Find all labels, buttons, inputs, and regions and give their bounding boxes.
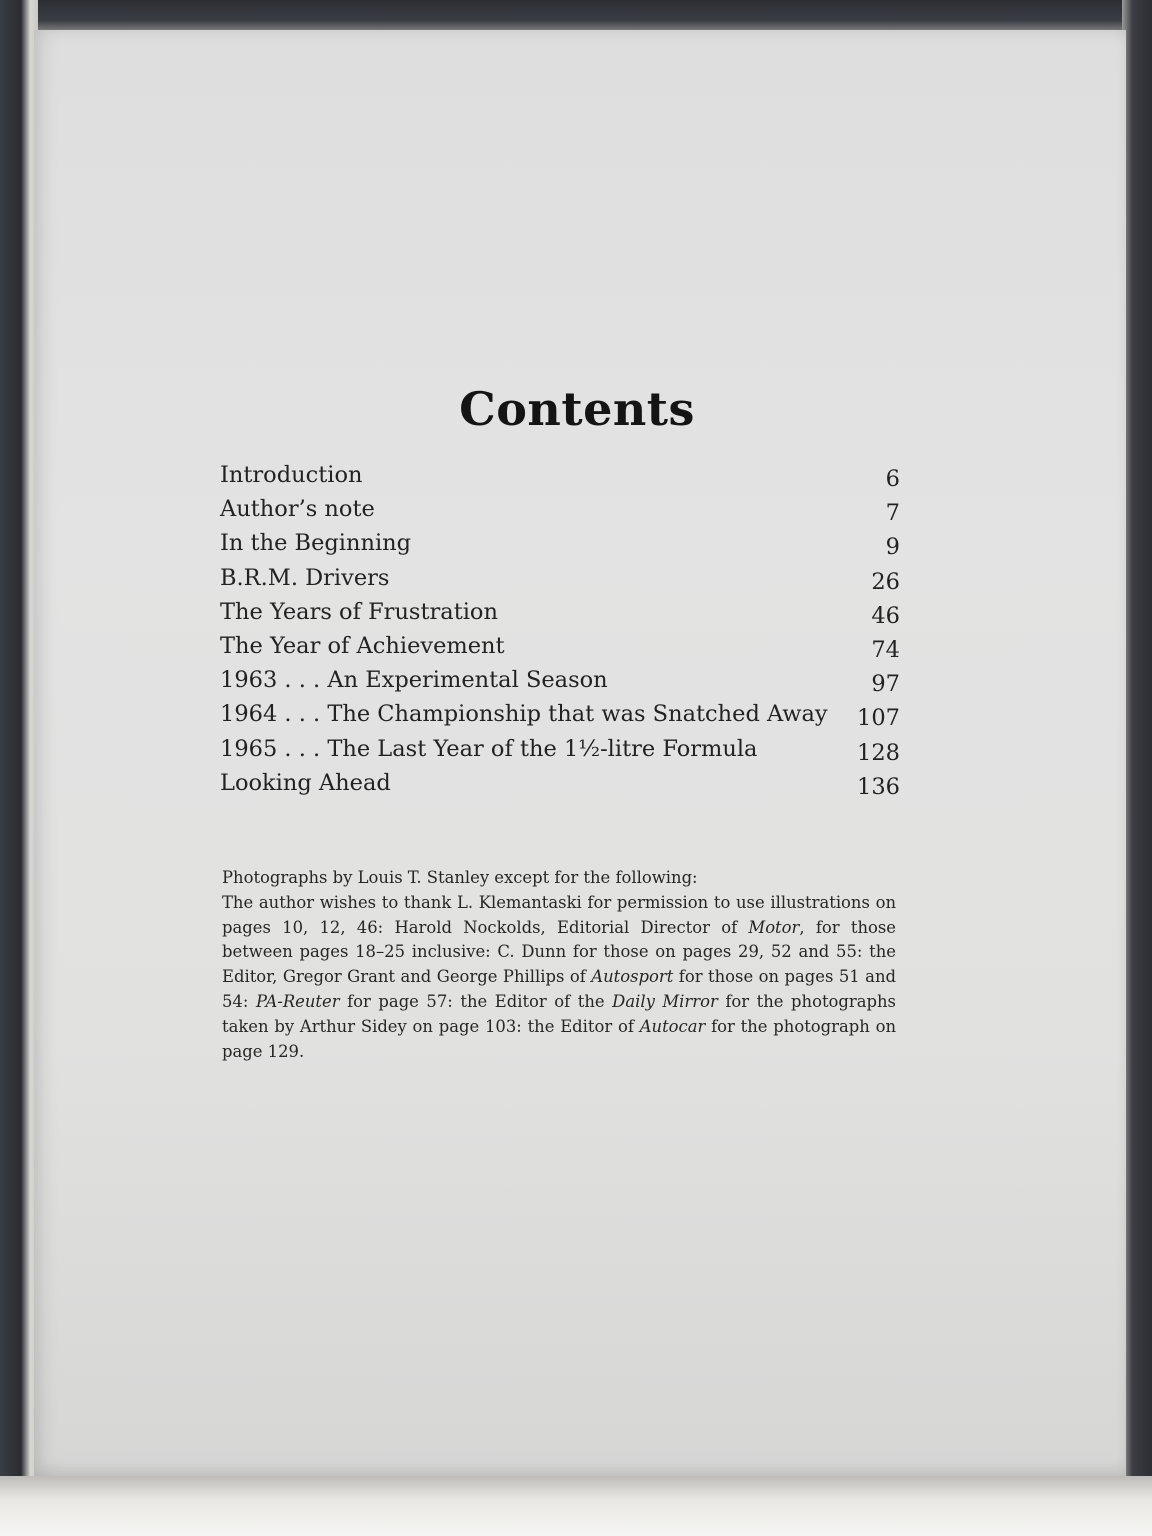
toc-entry-page-number: 128 xyxy=(857,739,900,766)
credits-text-6: for the photograph on page 129. xyxy=(222,1016,897,1061)
book-cover-right-edge xyxy=(1122,0,1152,1536)
credits-autocar: Autocar xyxy=(639,1016,706,1036)
toc-entry-title: The Years of Frustration xyxy=(220,598,498,625)
credits-text-1: The author wishes to thank L. Klemantaski for permission to use illustrations on pages 10, 12, 46: Harold Nockolds, Editorial Director of xyxy=(222,892,896,937)
toc-entry xyxy=(220,629,900,663)
toc-entry-page-number: 107 xyxy=(857,705,900,732)
toc-entry-title: 1964 . . . The Championship that was Snatched Away xyxy=(220,701,828,728)
toc-entry-page-number: 97 xyxy=(871,671,900,698)
credits-body xyxy=(222,891,896,1065)
book-cover-top-edge xyxy=(0,0,1152,34)
toc-entry-title: Introduction xyxy=(220,462,363,488)
toc-entry xyxy=(220,492,900,526)
toc-entry xyxy=(220,595,900,629)
book-bottom-edge xyxy=(0,1476,1152,1536)
toc-entry xyxy=(220,458,900,492)
credits-intro-line: Photographs by Louis T. Stanley except for the following: xyxy=(222,868,698,887)
toc-entry-page-number: 74 xyxy=(871,636,900,663)
credits-daily-mirror: Daily Mirror xyxy=(612,991,718,1011)
toc-entry-page-number: 6 xyxy=(885,466,900,492)
toc-entry-title: B.R.M. Drivers xyxy=(220,564,390,591)
toc-entry-title: Looking Ahead xyxy=(220,769,391,796)
credits-text-5: for the photographs taken by Arthur Sidey on page 103: the Editor of xyxy=(222,991,896,1036)
toc-entry xyxy=(220,697,900,731)
toc-entry xyxy=(220,561,900,595)
credits-text-3: for those on pages 51 and 54: xyxy=(222,967,896,1011)
toc-entry xyxy=(220,526,900,560)
credits-text-2: , for those between pages 18–25 inclusive: C. Dunn for those on pages 29, 52 and 55: the Editor, Gregor Grant and George Phillips of xyxy=(222,917,896,987)
credits-autosport: Autosport xyxy=(591,967,674,987)
toc-entry-page-number: 7 xyxy=(885,500,900,527)
toc-entry-title: In the Beginning xyxy=(220,530,412,557)
page-title: Contents xyxy=(459,382,695,436)
toc-entry-page-number: 136 xyxy=(857,773,900,800)
toc-entry xyxy=(220,732,900,766)
book-page xyxy=(34,30,1126,1476)
toc-entry-title: The Year of Achievement xyxy=(220,632,505,659)
credits-motor: Motor xyxy=(748,917,800,937)
toc-entry xyxy=(220,663,900,697)
toc-entry-page-number: 46 xyxy=(871,602,900,629)
toc-entry-title: 1963 . . . An Experimental Season xyxy=(220,667,608,694)
toc-entry-title: 1965 . . . The Last Year of the 1½-litre Formula xyxy=(220,735,758,762)
toc-entry xyxy=(220,766,900,800)
credits-text-4: for page 57: the Editor of the xyxy=(339,991,613,1011)
photo-credits xyxy=(222,866,896,1064)
page-content xyxy=(34,30,1126,1476)
book-cover-left-edge xyxy=(0,0,38,1536)
toc-entry-page-number: 9 xyxy=(885,534,900,561)
toc-entry-page-number: 26 xyxy=(871,568,900,595)
toc-entry-title: Author’s note xyxy=(220,496,375,523)
table-of-contents xyxy=(220,458,900,800)
credits-pa-reuter: PA-Reuter xyxy=(255,991,340,1011)
